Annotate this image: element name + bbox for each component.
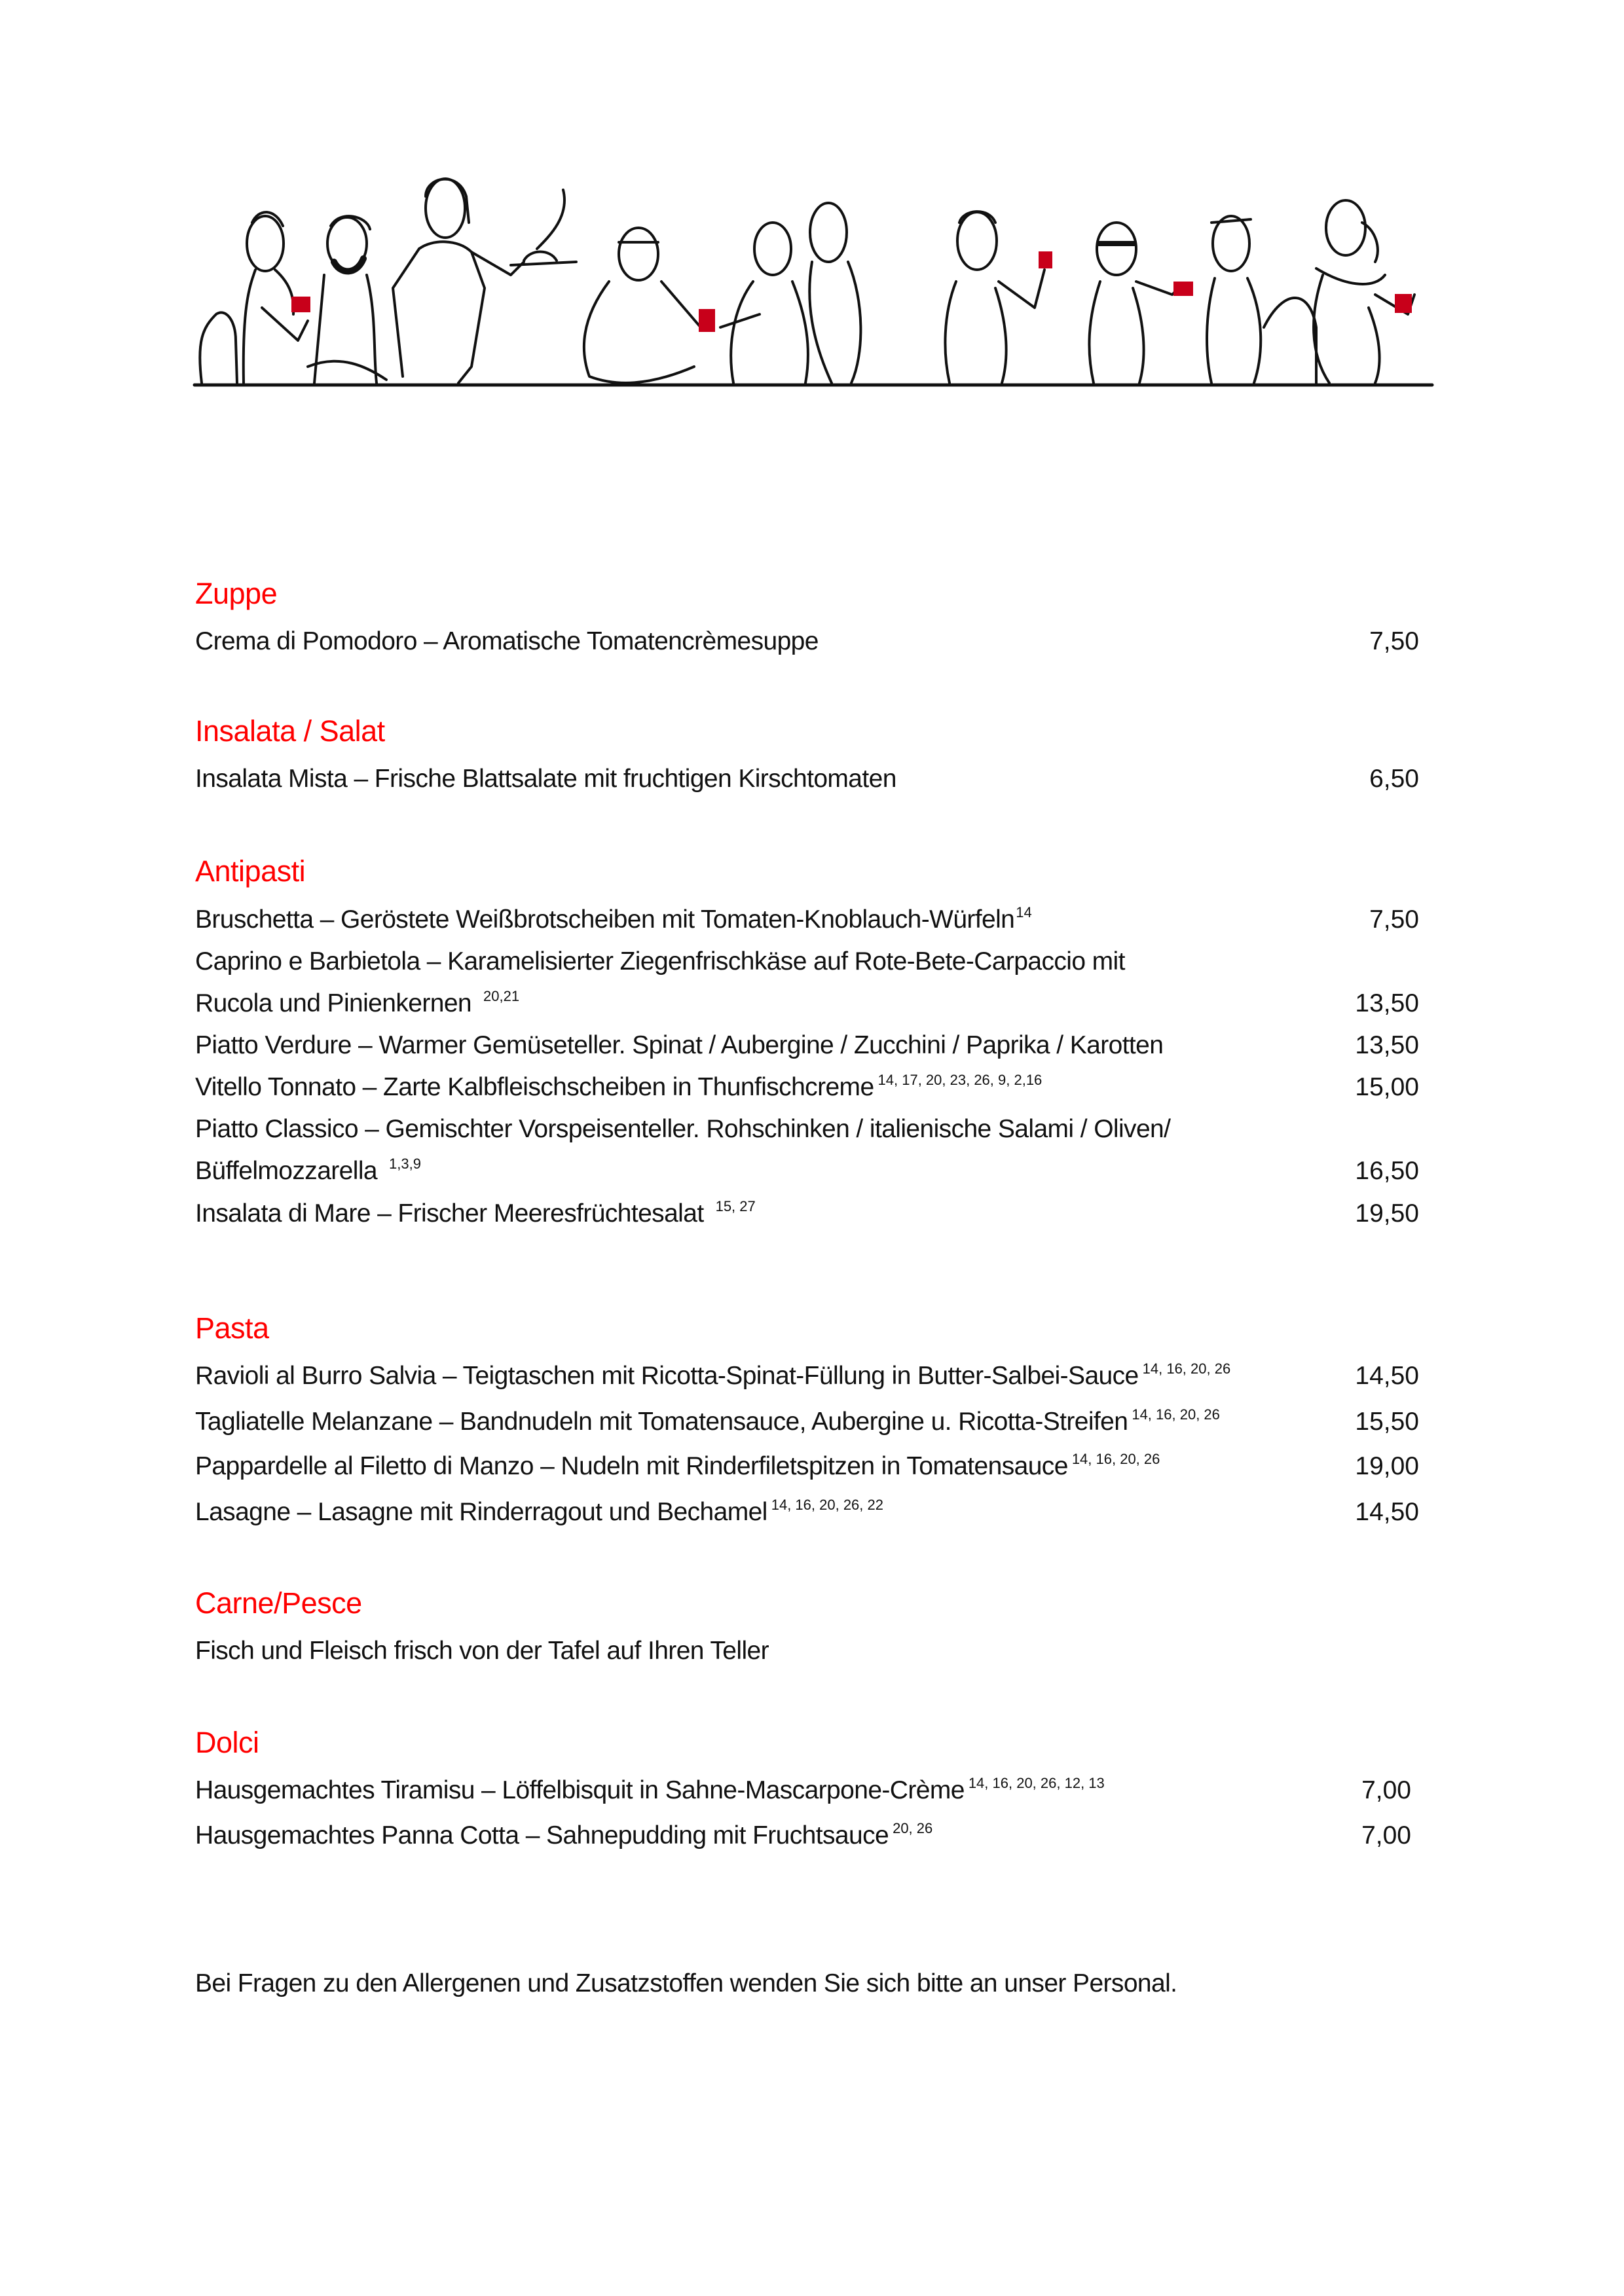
- allergen-codes: 15, 27: [715, 1198, 756, 1214]
- menu-item-text: Vitello Tonnato – Zarte Kalbfleischscheiben in Thunfischcreme: [195, 1073, 874, 1101]
- wine-glass-icon: [291, 297, 310, 312]
- menu-item-text: Hausgemachtes Tiramisu – Löffelbisquit in Sahne-Mascarpone-Crème: [195, 1776, 965, 1804]
- menu-item: [195, 1453, 1160, 1482]
- menu-item-text: Insalata di Mare – Frischer Meeresfrüchtesalat: [195, 1199, 704, 1228]
- menu-item-text: Caprino e Barbietola – Karamelisierter Ziegenfrischkäse auf Rote-Bete-Carpaccio mit: [195, 947, 1125, 975]
- menu-item: [195, 1406, 1220, 1438]
- menu-item-text: Piatto Verdure – Warmer Gemüseteller. Spinat / Aubergine / Zucchini / Paprika / Karotten: [195, 1031, 1164, 1059]
- allergen-codes: 14, 16, 20, 26, 22: [771, 1497, 883, 1513]
- wine-glass-icon: [1173, 282, 1193, 296]
- menu-item: [195, 949, 1125, 974]
- allergen-codes: 20, 26: [893, 1820, 933, 1836]
- menu-item-price: 7,00: [1361, 1821, 1411, 1850]
- menu-item: [195, 1116, 1170, 1142]
- menu-item-price: 7,00: [1361, 1776, 1411, 1804]
- menu-item-price: 7,50: [1369, 905, 1419, 934]
- section-heading-insalata: Insalata / Salat: [195, 714, 385, 748]
- person-figure: [1207, 216, 1316, 383]
- menu-item-text: Piatto Classico – Gemischter Vorspeisenteller. Rohschinken / italienische Salami / Oliven/: [195, 1115, 1171, 1143]
- allergen-footer-note: Bei Fragen zu den Allergenen und Zusatzstoffen wenden Sie sich bitte an unser Personal.: [195, 1969, 1177, 1997]
- menu-item: [195, 988, 520, 1019]
- section-heading-pasta: Pasta: [195, 1311, 269, 1345]
- menu-item-price: 14,50: [1355, 1362, 1419, 1390]
- allergen-codes: 1,3,9: [389, 1156, 421, 1172]
- person-figure: [720, 223, 808, 383]
- wine-glass-icon: [1395, 294, 1412, 313]
- menu-item-text: Fisch und Fleisch frisch von der Tafel auf Ihren Teller: [195, 1637, 769, 1665]
- menu-item-text: Insalata Mista – Frische Blattsalate mit fruchtigen Kirschtomaten: [195, 765, 896, 793]
- person-figure: [809, 203, 860, 383]
- menu-item-text: Hausgemachtes Panna Cotta – Sahnepudding mit Fruchtsauce: [195, 1821, 889, 1850]
- wine-glass-icon: [699, 309, 715, 332]
- person-figure: [1314, 200, 1414, 383]
- menu-item-text: Pappardelle al Filetto di Manzo – Nudeln mit Rinderfiletspitzen in Tomatensauce: [195, 1452, 1068, 1480]
- menu-item-text: Ravioli al Burro Salvia – Teigtaschen mit Ricotta-Spinat-Füllung in Butter-Salbei-Sauce: [195, 1362, 1139, 1390]
- person-figure: [308, 216, 386, 383]
- menu-item: [195, 904, 1032, 936]
- menu-item: [195, 1820, 933, 1851]
- person-figure: [584, 228, 701, 383]
- menu-item-price: 14,50: [1355, 1498, 1419, 1526]
- menu-item-price: 6,50: [1369, 765, 1419, 793]
- menu-item-text: Büffelmozzarella: [195, 1157, 377, 1185]
- menu-item-price: 19,00: [1355, 1452, 1419, 1480]
- person-figure: [1089, 223, 1179, 383]
- menu-item-price: 13,50: [1355, 1031, 1419, 1059]
- allergen-codes: 14, 16, 20, 26: [1132, 1406, 1220, 1423]
- menu-item-text: Tagliatelle Melanzane – Bandnudeln mit Tomatensauce, Aubergine u. Ricotta-Streifen: [195, 1408, 1128, 1436]
- menu-item: [195, 1499, 883, 1528]
- section-heading-zuppe: Zuppe: [195, 577, 278, 610]
- menu-item: [195, 1777, 1105, 1806]
- menu-item: [195, 1158, 421, 1187]
- wine-glass-icon: [1039, 251, 1052, 268]
- menu-item: [195, 766, 896, 792]
- menu-item-text: Crema di Pomodoro – Aromatische Tomatencrèmesuppe: [195, 627, 819, 655]
- menu-item: [195, 1032, 1163, 1058]
- menu-item-price: 13,50: [1355, 989, 1419, 1017]
- allergen-codes: 14, 16, 20, 26: [1071, 1451, 1160, 1467]
- section-heading-dolci: Dolci: [195, 1726, 259, 1759]
- section-heading-carne-pesce: Carne/Pesce: [195, 1586, 362, 1620]
- allergen-codes: 14, 16, 20, 26: [1142, 1360, 1231, 1377]
- menu-item: [195, 1360, 1231, 1392]
- person-figure: [393, 179, 524, 383]
- allergen-codes: 14, 16, 20, 26, 12, 13: [968, 1775, 1105, 1791]
- allergen-codes: 20,21: [483, 988, 520, 1004]
- menu-item-price: 15,50: [1355, 1408, 1419, 1436]
- menu-item-price: 15,00: [1355, 1073, 1419, 1101]
- menu-item-price: 19,50: [1355, 1199, 1419, 1228]
- menu-item: [195, 1074, 1042, 1103]
- tray-figure: [511, 190, 576, 265]
- menu-item-text: Rucola und Pinienkernen: [195, 989, 471, 1017]
- dining-people-illustration: [190, 177, 1441, 399]
- menu-item: [195, 1638, 769, 1664]
- person-figure: [945, 211, 1044, 383]
- allergen-codes: 14, 17, 20, 23, 26, 9, 2,16: [877, 1072, 1043, 1088]
- menu-item: [195, 1198, 756, 1230]
- section-heading-antipasti: Antipasti: [195, 854, 306, 888]
- menu-item-text: Bruschetta – Geröstete Weißbrotscheiben mit Tomaten-Knoblauch-Würfeln: [195, 905, 1015, 934]
- menu-item-price: 16,50: [1355, 1157, 1419, 1185]
- menu-item-text: Lasagne – Lasagne mit Rinderragout und Bechamel: [195, 1498, 767, 1526]
- menu-item: [195, 629, 819, 654]
- allergen-codes: 14: [1016, 904, 1032, 920]
- menu-item-price: 7,50: [1369, 627, 1419, 655]
